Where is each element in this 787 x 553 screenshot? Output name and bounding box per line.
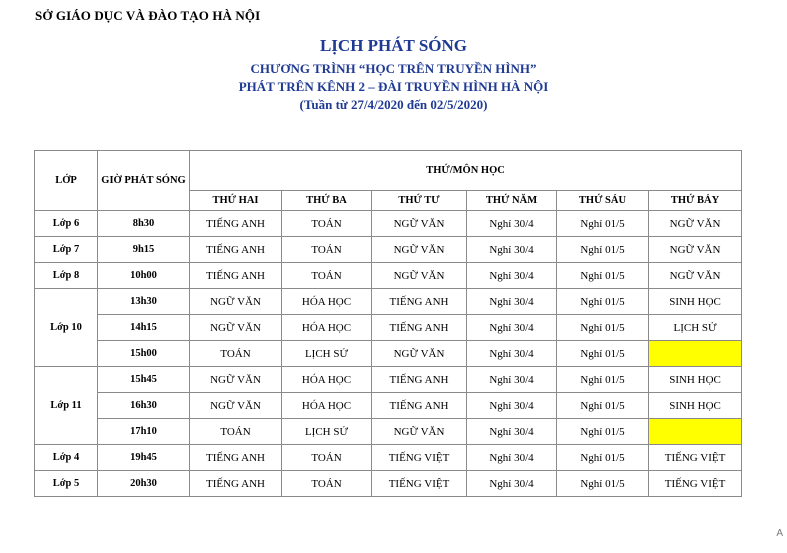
grade-cell: Lớp 10 [35, 289, 98, 367]
subject-cell: TOÁN [190, 419, 282, 445]
subject-cell: Nghỉ 01/5 [557, 367, 649, 393]
time-cell: 17h10 [98, 419, 190, 445]
table-row [35, 341, 742, 367]
program-subtitle: CHƯƠNG TRÌNH “HỌC TRÊN TRUYỀN HÌNH” [250, 61, 537, 76]
time-cell: 16h30 [98, 393, 190, 419]
header-day: THỨ BẢY [649, 191, 742, 211]
table-row [35, 471, 742, 497]
title-block [0, 36, 787, 114]
schedule-table [34, 150, 742, 497]
week-range: (Tuần từ 27/4/2020 đến 02/5/2020) [299, 97, 488, 112]
subject-cell: NGỮ VĂN [372, 263, 467, 289]
subject-cell: Nghỉ 01/5 [557, 341, 649, 367]
subject-cell: NGỮ VĂN [372, 237, 467, 263]
subject-cell: TOÁN [282, 445, 372, 471]
header-broadcast-time: GIỜ PHÁT SÓNG [98, 151, 190, 211]
subject-cell: TIẾNG ANH [372, 393, 467, 419]
subject-cell: TOÁN [282, 263, 372, 289]
subject-cell: Nghỉ 01/5 [557, 393, 649, 419]
grade-cell: Lớp 7 [35, 237, 98, 263]
grade-cell: Lớp 4 [35, 445, 98, 471]
subject-cell: NGỮ VĂN [649, 211, 742, 237]
header-day: THỨ SÁU [557, 191, 649, 211]
subject-cell: HÓA HỌC [282, 315, 372, 341]
subject-cell: Nghỉ 01/5 [557, 471, 649, 497]
subject-cell: TOÁN [282, 471, 372, 497]
subject-cell: Nghỉ 30/4 [467, 341, 557, 367]
header-day: THỨ BA [282, 191, 372, 211]
organization-name: SỞ GIÁO DỤC VÀ ĐÀO TẠO HÀ NỘI [35, 8, 261, 23]
subject-cell: Nghỉ 01/5 [557, 211, 649, 237]
subject-cell: NGỮ VĂN [649, 263, 742, 289]
channel-subtitle: PHÁT TRÊN KÊNH 2 – ĐÀI TRUYỀN HÌNH HÀ NỘI [238, 79, 549, 94]
header-row [35, 151, 742, 191]
header-day: THỨ HAI [190, 191, 282, 211]
time-cell: 13h30 [98, 289, 190, 315]
subject-cell: LỊCH SỬ [282, 419, 372, 445]
subject-cell: Nghỉ 01/5 [557, 419, 649, 445]
subject-cell: TIẾNG ANH [372, 289, 467, 315]
subject-cell: NGỮ VĂN [372, 211, 467, 237]
subject-cell: Nghỉ 30/4 [467, 237, 557, 263]
subject-cell: Nghỉ 01/5 [557, 289, 649, 315]
page-title: LỊCH PHÁT SÓNG [319, 36, 468, 55]
table-row [35, 419, 742, 445]
subject-cell: Nghỉ 30/4 [467, 263, 557, 289]
subject-cell: Nghỉ 30/4 [467, 471, 557, 497]
time-cell: 15h45 [98, 367, 190, 393]
subject-cell: Nghỉ 01/5 [557, 445, 649, 471]
table-row [35, 393, 742, 419]
grade-cell: Lớp 11 [35, 367, 98, 445]
subject-cell: NGỮ VĂN [190, 315, 282, 341]
table-row [35, 237, 742, 263]
subject-cell: LỊCH SỬ [649, 315, 742, 341]
subject-cell: TIẾNG ANH [190, 445, 282, 471]
subject-cell: NGỮ VĂN [649, 237, 742, 263]
subject-cell: TIẾNG VIỆT [649, 471, 742, 497]
subject-cell: TIẾNG VIỆT [372, 471, 467, 497]
time-cell: 10h00 [98, 263, 190, 289]
subject-cell: Nghỉ 30/4 [467, 393, 557, 419]
subject-cell: TIẾNG ANH [372, 315, 467, 341]
grade-cell: Lớp 5 [35, 471, 98, 497]
time-cell: 19h45 [98, 445, 190, 471]
subject-cell: SINH HỌC [649, 393, 742, 419]
subject-cell: HÓA HỌC [282, 393, 372, 419]
subject-cell: TIẾNG ANH [190, 237, 282, 263]
subject-cell: Nghỉ 30/4 [467, 367, 557, 393]
grade-cell: Lớp 8 [35, 263, 98, 289]
subject-cell: TIẾNG VIỆT [649, 445, 742, 471]
header-day-subject: THỨ/MÔN HỌC [190, 151, 742, 191]
subject-cell: Nghỉ 01/5 [557, 263, 649, 289]
subject-cell [649, 341, 742, 367]
header-day: THỨ NĂM [467, 191, 557, 211]
table-row [35, 289, 742, 315]
subject-cell: Nghỉ 30/4 [467, 211, 557, 237]
subject-cell: TIẾNG ANH [190, 211, 282, 237]
time-cell: 20h30 [98, 471, 190, 497]
table-row [35, 263, 742, 289]
subject-cell: NGỮ VĂN [190, 393, 282, 419]
table-row [35, 211, 742, 237]
header-grade: LỚP [35, 151, 98, 211]
subject-cell: LỊCH SỬ [282, 341, 372, 367]
subject-cell: Nghỉ 30/4 [467, 289, 557, 315]
subject-cell: Nghỉ 30/4 [467, 419, 557, 445]
table-row [35, 445, 742, 471]
subject-cell: HÓA HỌC [282, 289, 372, 315]
subject-cell: TOÁN [190, 341, 282, 367]
subject-cell: NGỮ VĂN [190, 367, 282, 393]
subject-cell: SINH HỌC [649, 367, 742, 393]
subject-cell: HÓA HỌC [282, 367, 372, 393]
subject-cell: SINH HỌC [649, 289, 742, 315]
subject-cell: Nghỉ 01/5 [557, 315, 649, 341]
time-cell: 8h30 [98, 211, 190, 237]
subject-cell: TIẾNG ANH [190, 263, 282, 289]
subject-cell: TIẾNG VIỆT [372, 445, 467, 471]
subject-cell: NGỮ VĂN [372, 419, 467, 445]
time-cell: 9h15 [98, 237, 190, 263]
time-cell: 15h00 [98, 341, 190, 367]
time-cell: 14h15 [98, 315, 190, 341]
subject-cell: Nghỉ 01/5 [557, 237, 649, 263]
subject-cell: TIẾNG ANH [372, 367, 467, 393]
table-row [35, 367, 742, 393]
subject-cell: Nghỉ 30/4 [467, 445, 557, 471]
grade-cell: Lớp 6 [35, 211, 98, 237]
subject-cell: TOÁN [282, 211, 372, 237]
subject-cell [649, 419, 742, 445]
table-row [35, 315, 742, 341]
header-day: THỨ TƯ [372, 191, 467, 211]
subject-cell: Nghỉ 30/4 [467, 315, 557, 341]
schedule-body [35, 211, 742, 497]
subject-cell: NGỮ VĂN [190, 289, 282, 315]
subject-cell: TOÁN [282, 237, 372, 263]
subject-cell: NGỮ VĂN [372, 341, 467, 367]
corner-mark: A [776, 528, 783, 539]
subject-cell: TIẾNG ANH [190, 471, 282, 497]
